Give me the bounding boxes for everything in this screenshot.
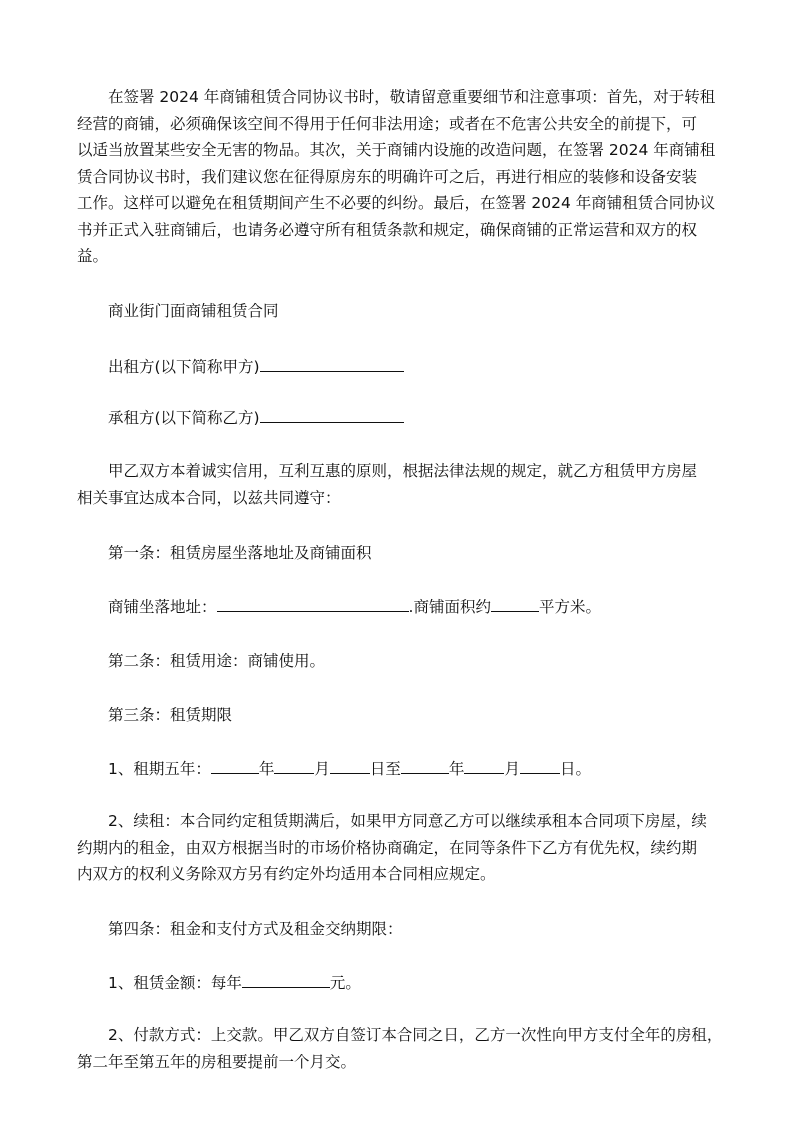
lessee-label: 承租方(以下简称乙方) bbox=[108, 409, 260, 427]
preamble-line-2-block bbox=[77, 485, 737, 512]
rent-amount-field[interactable] bbox=[242, 972, 330, 988]
article-1-title bbox=[77, 540, 737, 567]
article-4-title bbox=[77, 916, 737, 943]
renewal-line-2-block bbox=[77, 835, 737, 862]
start-day-field[interactable] bbox=[330, 758, 370, 774]
article-3-title bbox=[77, 702, 737, 729]
intro-line-3: 以适当放置某些安全无害的物品。其次，关于商铺内设施的改造问题，在签署 2024 年商铺租 bbox=[77, 141, 716, 159]
rent-suffix: 元。 bbox=[329, 974, 361, 992]
intro-line-2: 经营的商铺，必须确保该空间不得用于任何非法用途；或者在不危害公共安全的前提下，可 bbox=[77, 114, 698, 133]
end-month-field[interactable] bbox=[464, 758, 504, 774]
intro-line-1: 在签署 2024 年商铺租赁合同协议书时，敬请留意重要细节和注意事项：首先，对于转租 bbox=[108, 88, 716, 106]
area-unit: 平方米。 bbox=[538, 598, 601, 616]
lessee-blank-field[interactable] bbox=[260, 407, 404, 423]
intro-line-6-block bbox=[77, 217, 737, 244]
payment-line-1: 2、付款方式：上交款。甲乙双方自签订本合同之日，乙方一次性向甲方支付全年的房租， bbox=[108, 1026, 723, 1044]
lessee-line bbox=[77, 405, 737, 432]
term-month-2: 月 bbox=[504, 760, 520, 778]
payment-line-2: 第二年至第五年的房租要提前一个月交。 bbox=[77, 1052, 357, 1071]
term-day-2-end: 日。 bbox=[559, 760, 591, 778]
intro-line-5: 工作。这样可以避免在租赁期间产生不必要的纠纷。最后，在签署 2024 年商铺租赁合同协议 bbox=[77, 194, 716, 212]
term-year-2: 年 bbox=[448, 760, 465, 778]
address-line bbox=[77, 594, 737, 621]
start-month-field[interactable] bbox=[274, 758, 314, 774]
address-label: 商铺坐落地址： bbox=[108, 598, 217, 616]
rent-prefix: 1、租赁金额：每年 bbox=[108, 974, 242, 992]
article-1-title-text: 第一条：租赁房屋坐落地址及商铺面积 bbox=[108, 544, 372, 562]
end-year-field[interactable] bbox=[401, 758, 449, 774]
article-2 bbox=[77, 648, 737, 675]
lessor-label: 出租方(以下简称甲方) bbox=[108, 358, 260, 376]
preamble-line-1-block bbox=[77, 458, 737, 485]
term-year-1: 年 bbox=[258, 760, 275, 778]
contract-title-text: 商业街门面商铺租赁合同 bbox=[108, 302, 279, 320]
preamble-line-1: 甲乙双方本着诚实信用，互利互惠的原则，根据法律法规的规定，就乙方租赁甲方房屋 bbox=[108, 462, 698, 480]
article-2-text: 第二条：租赁用途：商铺使用。 bbox=[108, 652, 326, 670]
lessor-line bbox=[77, 354, 737, 381]
term-month-1: 月 bbox=[314, 760, 330, 778]
lessor-blank-field[interactable] bbox=[260, 356, 404, 372]
term-prefix: 1、租期五年： bbox=[108, 760, 211, 778]
term-line bbox=[77, 756, 737, 783]
preamble-line-2: 相关事宜达成本合同，以兹共同遵守： bbox=[77, 488, 341, 507]
intro-line-4: 赁合同协议书时，我们建议您在征得原房东的明确许可之后，再进行相应的装修和设备安装 bbox=[77, 167, 698, 186]
article-4-title-text: 第四条：租金和支付方式及租金交纳期限： bbox=[108, 920, 403, 938]
term-day-1-to: 日至 bbox=[369, 760, 401, 778]
end-day-field[interactable] bbox=[520, 758, 560, 774]
renewal-line-1: 2、续租：本合同约定租赁期满后，如果甲方同意乙方可以继续承租本合同项下房屋，续 bbox=[108, 812, 707, 830]
article-3-title-text: 第三条：租赁期限 bbox=[108, 706, 233, 724]
payment-line-2-block bbox=[77, 1049, 737, 1076]
payment-line-1-block bbox=[77, 1022, 737, 1049]
renewal-line-2: 约期内的租金，由双方根据当时的市场价格协商确定，在同等条件下乙方有优先权，续约期 bbox=[77, 838, 698, 857]
intro-line-3-block bbox=[77, 137, 737, 164]
start-year-field[interactable] bbox=[211, 758, 259, 774]
renewal-line-1-block bbox=[77, 808, 737, 835]
renewal-line-3: 内双方的权利义务除双方另有约定外均适用本合同相应规定。 bbox=[77, 865, 496, 883]
intro-line-2-block bbox=[77, 111, 737, 138]
address-blank-field[interactable] bbox=[217, 596, 409, 612]
intro-line-7-block bbox=[77, 243, 737, 270]
intro-line-4-block bbox=[77, 164, 737, 191]
renewal-line-3-block bbox=[77, 861, 737, 888]
contract-title bbox=[77, 298, 737, 325]
intro-line-5-block bbox=[77, 190, 737, 217]
area-label: .商铺面积约 bbox=[408, 598, 491, 616]
rent-line bbox=[77, 970, 737, 997]
area-blank-field[interactable] bbox=[491, 596, 539, 612]
intro-line-7: 益。 bbox=[77, 247, 109, 265]
intro-line-6: 书并正式入驻商铺后，也请务必遵守所有租赁条款和规定，确保商铺的正常运营和双方的权 bbox=[77, 220, 698, 239]
intro-paragraph bbox=[77, 84, 737, 111]
